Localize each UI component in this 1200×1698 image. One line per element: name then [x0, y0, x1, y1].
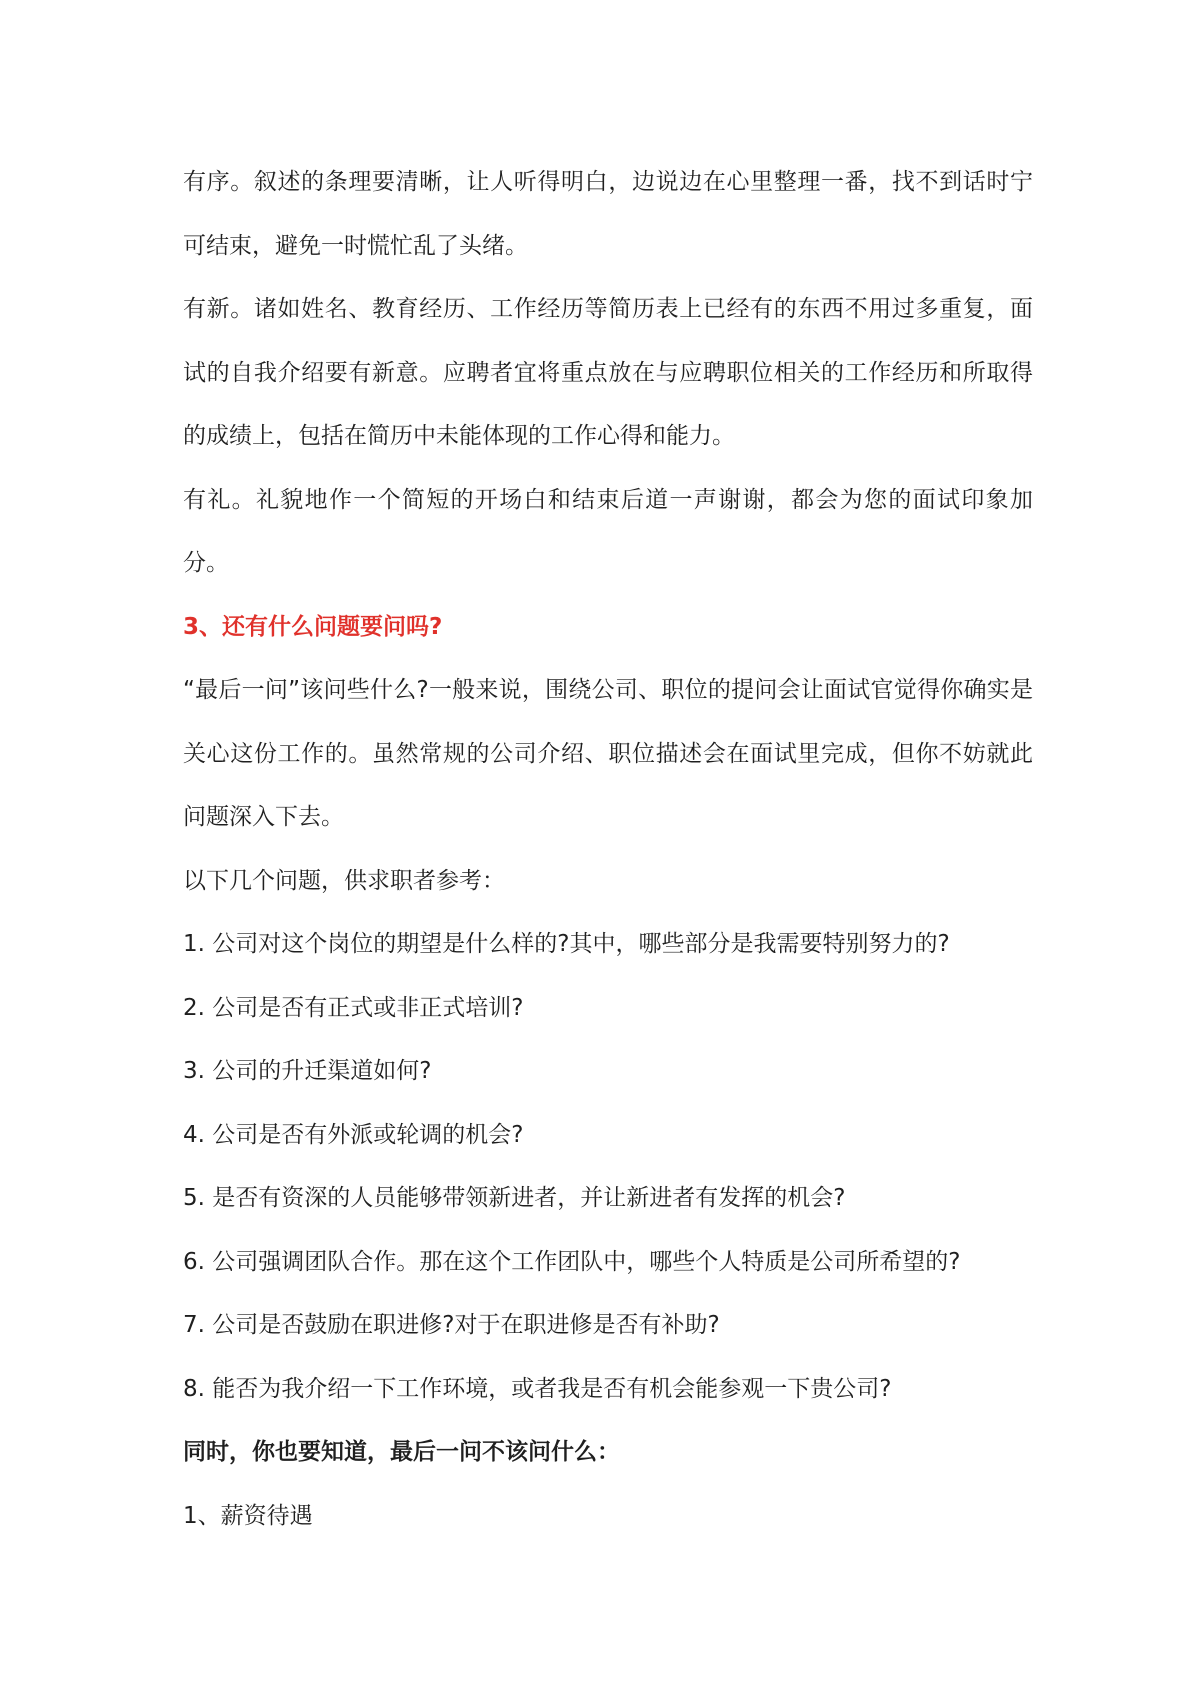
list-item: 8. 能否为我介绍一下工作环境，或者我是否有机会能参观一下贵公司? [183, 1375, 892, 1402]
paragraph-polite: 有礼。礼貌地作一个简短的开场白和结束后道一声谢谢，都会为您的面试印象加分。 [183, 486, 1033, 576]
paragraph-last-question: “最后一问”该问些什么?一般来说，围绕公司、职位的提问会让面试官觉得你确实是关心这份工作的。虽然常规的公司介绍、职位描述会在面试里完成，但你不妨就此问题深入下去。 [183, 677, 1033, 830]
list-item: 7. 公司是否鼓励在职进修?对于在职进修是否有补助? [183, 1312, 720, 1338]
list-item: 2. 公司是否有正式或非正式培训? [183, 994, 524, 1021]
document-body [183, 151, 1033, 1548]
section-heading-questions: 3、还有什么问题要问吗? [183, 613, 443, 640]
list-item: 5. 是否有资深的人员能够带领新进者，并让新进者有发挥的机会? [183, 1185, 846, 1211]
section-heading-what-not-to-ask: 同时，你也要知道，最后一问不该问什么： [183, 1439, 620, 1465]
paragraph-list-intro: 以下几个问题，供求职者参考： [183, 867, 505, 894]
list-item: 1. 公司对这个岗位的期望是什么样的?其中，哪些部分是我需要特别努力的? [183, 931, 950, 957]
paragraph-salary: 1、薪资待遇 [183, 1502, 313, 1529]
paragraph-orderly: 有序。叙述的条理要清晰，让人听得明白，边说边在心里整理一番，找不到话时宁可结束，避免一时慌忙乱了头绪。 [183, 169, 1033, 259]
list-item: 6. 公司强调团队合作。那在这个工作团队中，哪些个人特质是公司所希望的? [183, 1248, 961, 1275]
paragraph-novel: 有新。诸如姓名、教育经历、工作经历等简历表上已经有的东西不用过多重复，面试的自我介绍要有新意。应聘者宜将重点放在与应聘职位相关的工作经历和所取得的成绩上，包括在简历中未能体现的工作心得和能力。 [183, 296, 1033, 449]
list-item: 4. 公司是否有外派或轮调的机会? [183, 1121, 524, 1148]
list-item: 3. 公司的升迁渠道如何? [183, 1058, 432, 1084]
